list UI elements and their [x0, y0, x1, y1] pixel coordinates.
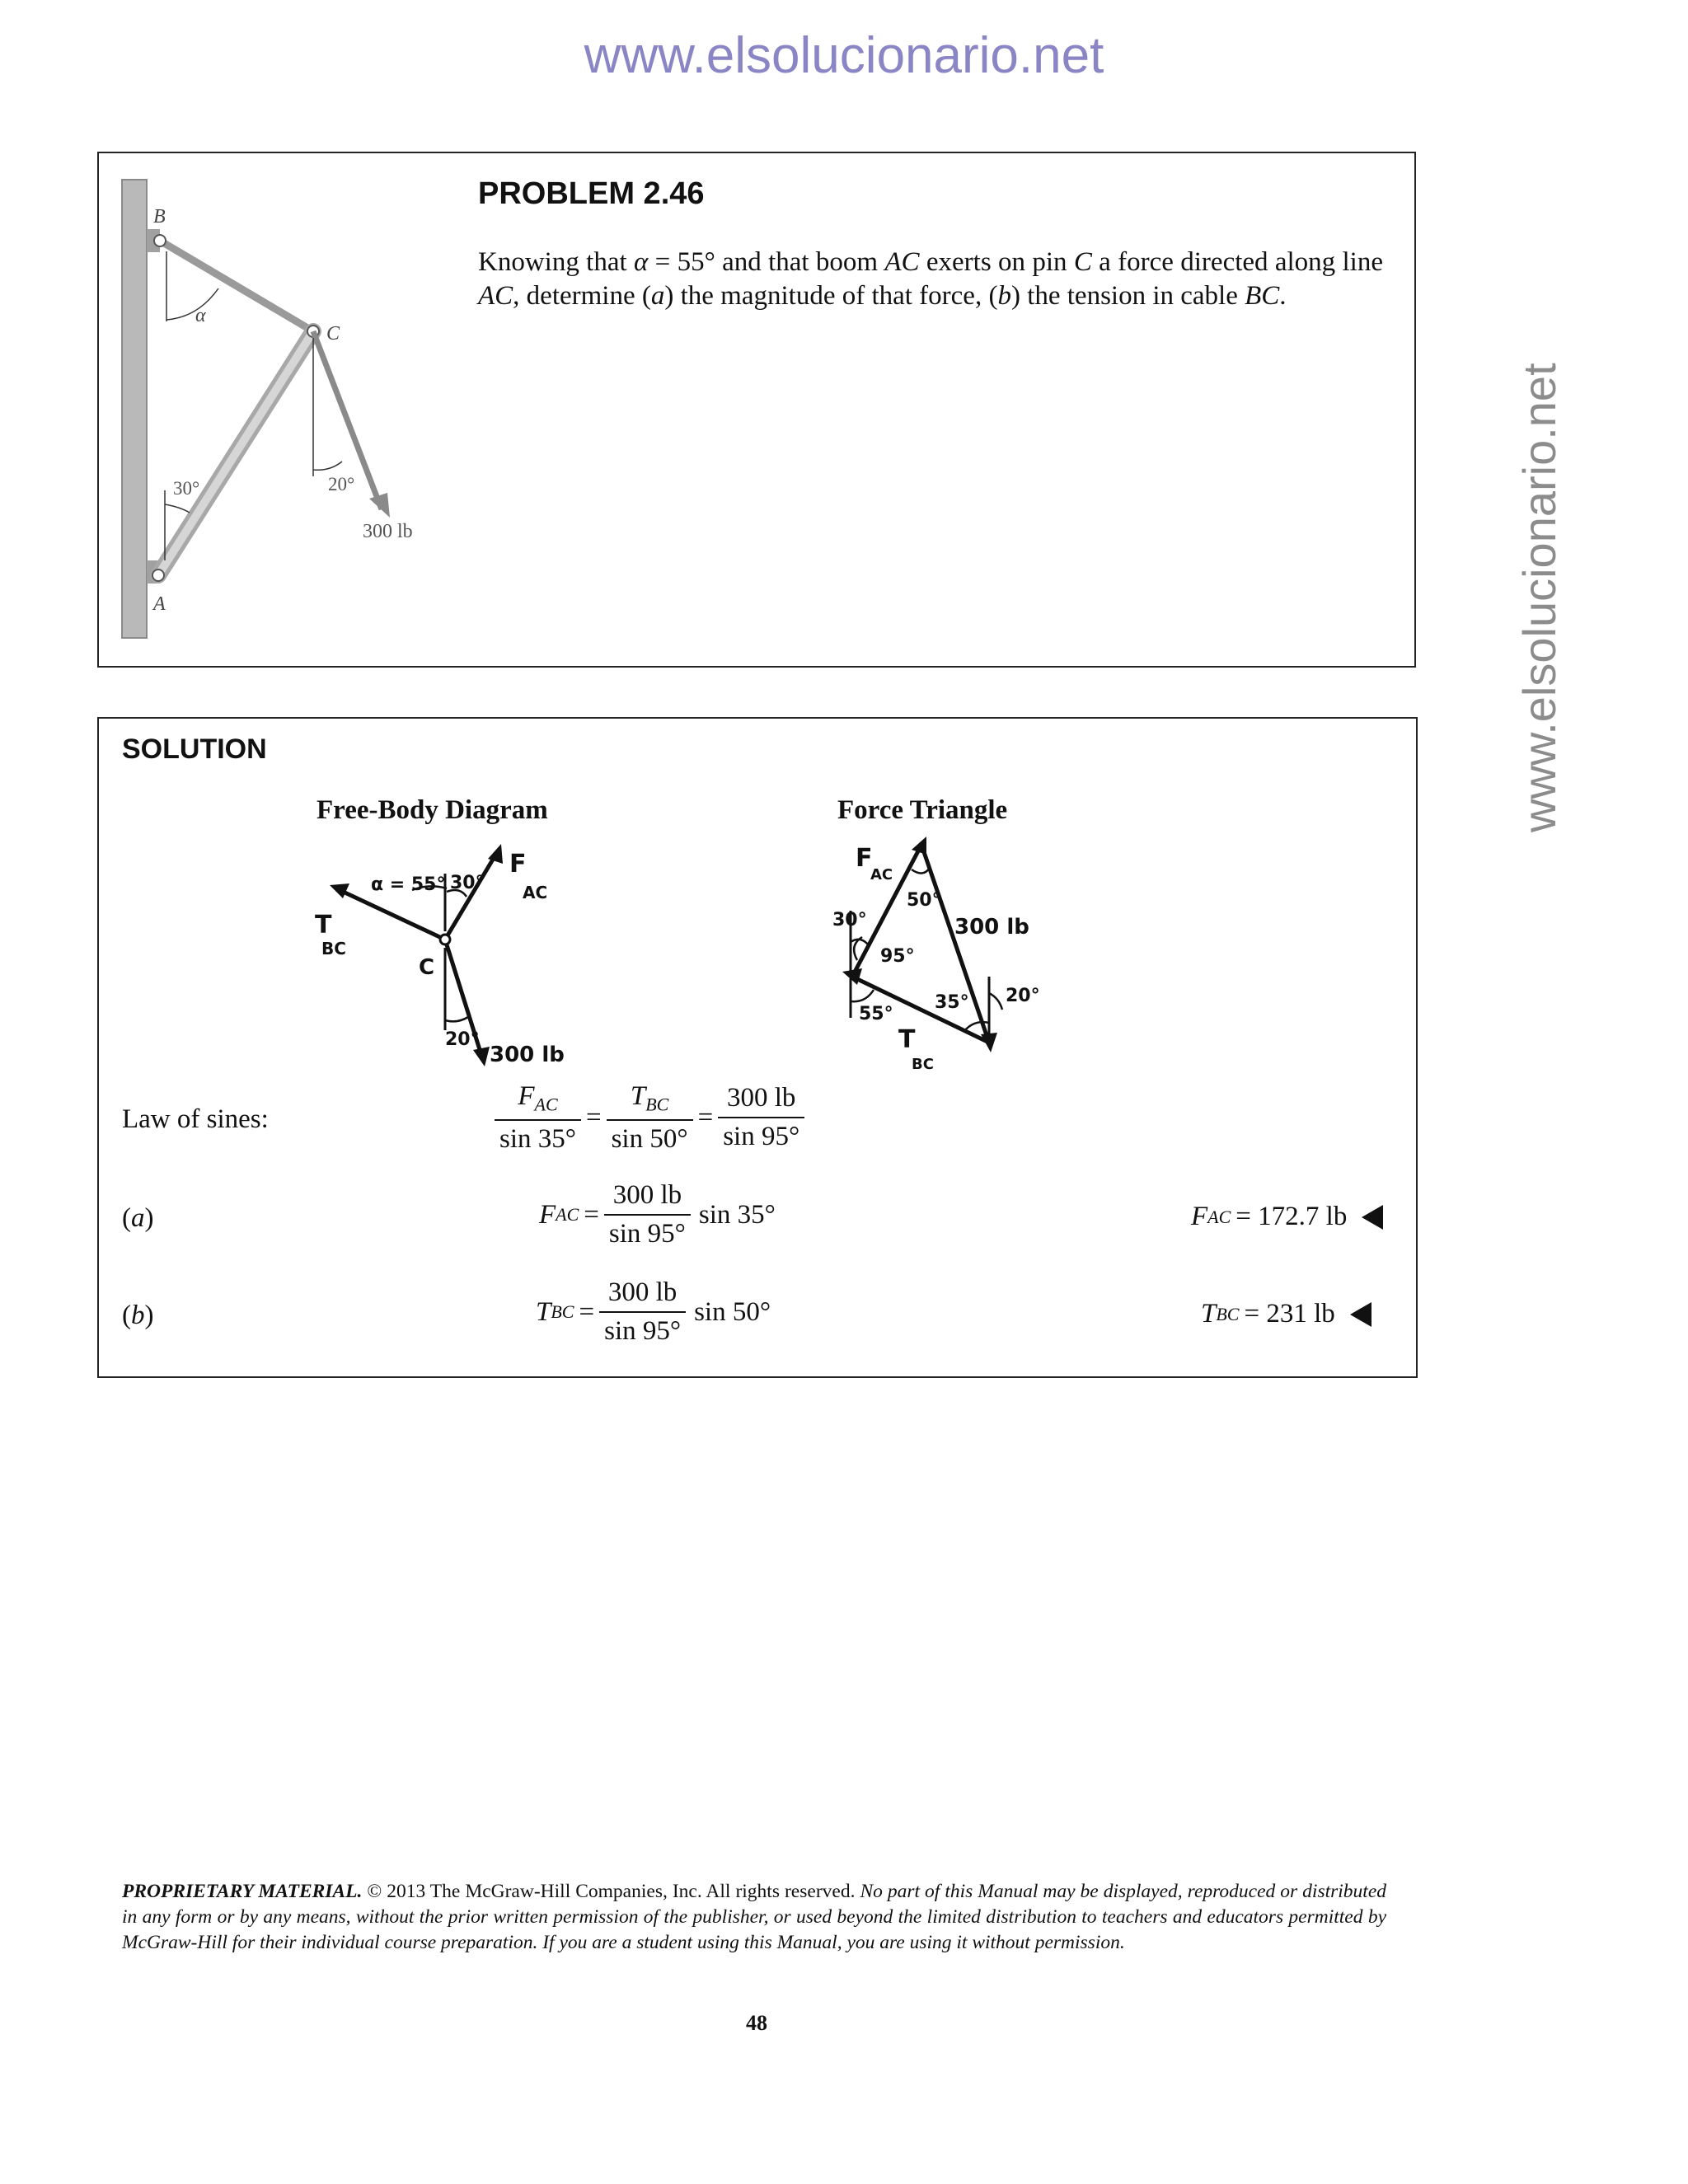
tri-t-sub: BC [912, 1056, 934, 1073]
problem-figure [107, 165, 445, 651]
fbd-20deg: 20° [445, 1029, 480, 1050]
label-load: 300 lb [363, 521, 413, 542]
fbd-t-sub: BC [321, 939, 346, 958]
wall [122, 180, 147, 638]
copyright-notice: PROPRIETARY MATERIAL. © 2013 The McGraw-Hill Companies, Inc. All rights reserved. No part of this Manual may be displayed, reproduced or distributed in any form or by any means, without the prior written permission of the publisher, or used beyond the limited distribution to teachers and educators permitted by McGraw-Hill for their individual course preparation. If you are a student using this Manual, you are using it without permission. [122, 1881, 1386, 1953]
label-alpha: α [195, 305, 206, 326]
cable-bc [160, 241, 313, 331]
part-b-result: T BC = 231 lb [1201, 1299, 1372, 1329]
part-b-equation: T BC = $\frac{300 lb}{\sin 95^\circ}$ sin 50° [536, 1277, 771, 1346]
tri-30deg: 30° [832, 910, 867, 930]
problem-title: PROBLEM 2.46 [478, 176, 705, 211]
label-b: B [153, 206, 166, 227]
fraction-fac: $\frac{F_{AC}}{\sin 35^\circ}$ [495, 1081, 581, 1155]
tri-load: 300 lb [954, 915, 1029, 940]
free-body-diagram [305, 841, 585, 1071]
tri-35deg: 35° [935, 992, 969, 1013]
problem-statement: Knowing that α = 55° and that boom AC exerts on pin C a force directed along line AC, determine (a) the magnitude of that force, (b) the tension in cable BC. [478, 247, 1383, 311]
part-a-label: (a) [122, 1203, 154, 1233]
fraction-tbc: $\frac{T_{BC}}{\sin 50^\circ}$ [607, 1081, 693, 1155]
tri-f: F [856, 844, 873, 873]
law-of-sines-equation: $\frac{F_{AC}}{\sin 35^\circ}$ = $\frac{T_{BC}}{\sin 50^\circ}$ = $\frac{300 lb}{\sin 95^\circ}$ [495, 1081, 804, 1155]
fraction-load: $\frac{300 lb}{\sin 95^\circ}$ [718, 1083, 804, 1152]
answer-marker-icon [1350, 1302, 1372, 1327]
law-of-sines-label: Law of sines: [122, 1104, 269, 1134]
label-c: C [326, 323, 340, 344]
tri-50deg: 50° [907, 890, 941, 911]
pin-b [154, 235, 166, 246]
fbd-load: 300 lb [490, 1043, 565, 1067]
part-b-label: (b) [122, 1301, 154, 1330]
part-a-result: F AC = 172.7 lb [1191, 1202, 1383, 1232]
watermark-side: www.elsolucionario.net [1513, 363, 1565, 832]
label-a: A [153, 593, 166, 615]
pin-a [152, 569, 164, 581]
label-30deg: 30° [173, 478, 200, 499]
tri-t: T [898, 1025, 916, 1054]
fbd-f: F [509, 850, 527, 879]
fbd-30deg: 30° [450, 873, 485, 893]
watermark-top[interactable]: www.elsolucionario.net [584, 27, 1104, 84]
page-number: 48 [746, 2011, 767, 2035]
force-triangle-heading: Force Triangle [837, 795, 1008, 825]
label-20deg: 20° [328, 474, 355, 494]
tri-95deg: 95° [880, 946, 915, 967]
part-a-equation: F AC = $\frac{300 lb}{\sin 95^\circ}$ sin 35° [539, 1180, 776, 1249]
fbd-c: C [419, 955, 435, 980]
fbd-heading: Free-Body Diagram [316, 795, 548, 825]
fbd-t: T [315, 911, 332, 940]
tri-f-sub: AC [870, 866, 893, 883]
solution-title: SOLUTION [122, 733, 267, 765]
tri-55deg: 55° [859, 1004, 893, 1024]
fbd-f-sub: AC [523, 883, 548, 902]
tri-20deg: 20° [1006, 986, 1040, 1006]
answer-marker-icon [1362, 1205, 1383, 1230]
force-triangle [832, 837, 1080, 1076]
fbd-alpha: α = 55° [371, 874, 446, 895]
